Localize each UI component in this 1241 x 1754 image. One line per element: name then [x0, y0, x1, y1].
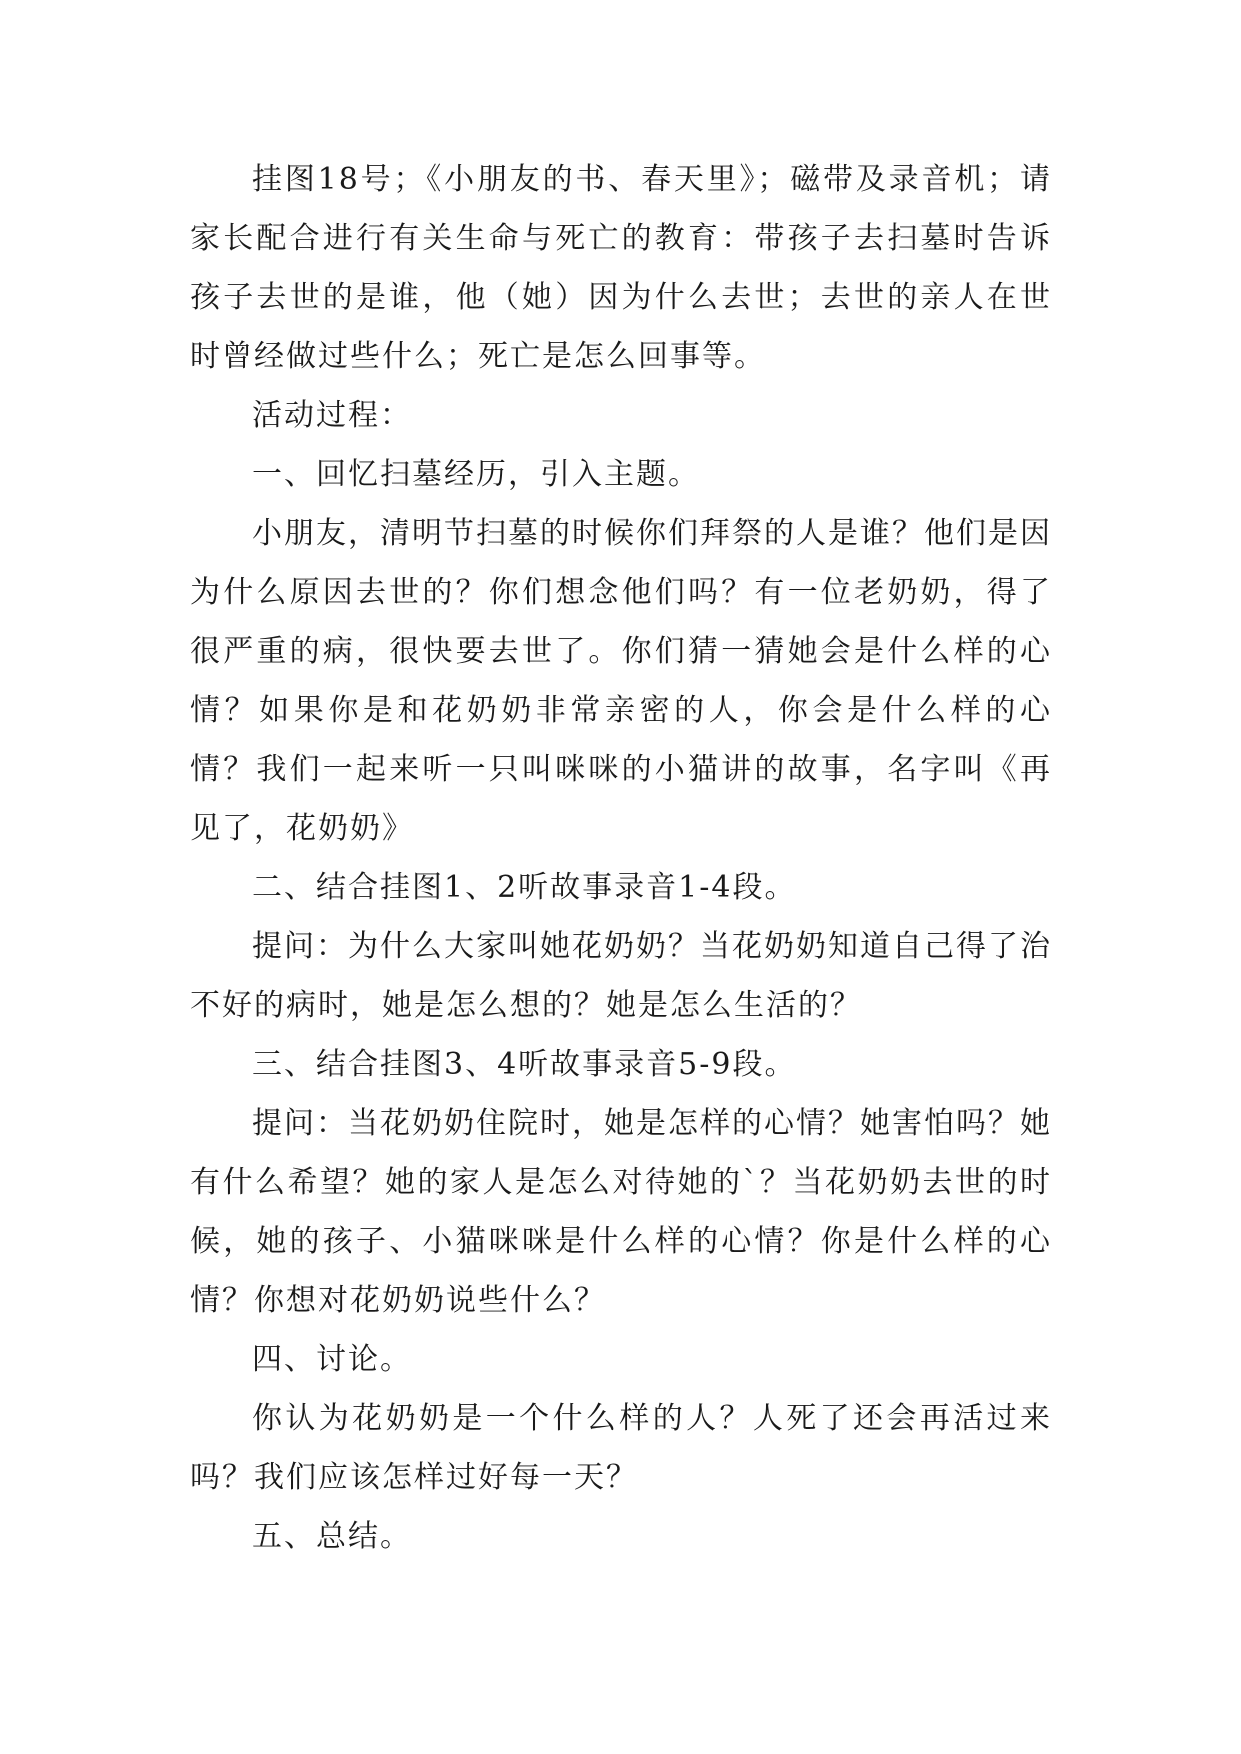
document-page [190, 150, 1052, 1566]
paragraph-step-one-heading: 一、回忆扫墓经历，引入主题。 [252, 457, 700, 492]
paragraph-step-three-questions: 提问：当花奶奶住院时，她是怎样的心情？她害怕吗？她有什么希望？她的家人是怎么对待她的`？当花奶奶去世的时候，她的孩子、小猫咪咪是什么样的心情？你是什么样的心情？你想对花奶奶说些什么？ [190, 1106, 1052, 1318]
paragraph-step-one-body: 小朋友，清明节扫墓的时候你们拜祭的人是谁？他们是因为什么原因去世的？你们想念他们吗？有一位老奶奶，得了很严重的病，很快要去世了。你们猜一猜她会是什么样的心情？如果你是和花奶奶非常亲密的人，你会是什么样的心情？我们一起来听一只叫咪咪的小猫讲的故事，名字叫《再见了，花奶奶》 [190, 516, 1052, 846]
paragraph-step-five-heading: 五、总结。 [252, 1519, 412, 1554]
paragraph-step-two-questions: 提问：为什么大家叫她花奶奶？当花奶奶知道自己得了治不好的病时，她是怎么想的？她是怎么生活的？ [190, 929, 1052, 1023]
paragraph-activity-process-heading: 活动过程： [252, 398, 412, 433]
paragraph-step-four-body: 你认为花奶奶是一个什么样的人？人死了还会再活过来吗？我们应该怎样过好每一天？ [190, 1401, 1052, 1495]
paragraph-step-three-heading: 三、结合挂图3、4听故事录音5-9段。 [252, 1047, 797, 1082]
paragraph-step-two-heading: 二、结合挂图1、2听故事录音1-4段。 [252, 870, 797, 905]
paragraph-step-four-heading: 四、讨论。 [252, 1342, 412, 1377]
paragraph-materials: 挂图18号；《小朋友的书、春天里》；磁带及录音机；请家长配合进行有关生命与死亡的教育：带孩子去扫墓时告诉孩子去世的是谁，他（她）因为什么去世；去世的亲人在世时曾经做过些什么；死亡是怎么回事等。 [190, 162, 1052, 374]
